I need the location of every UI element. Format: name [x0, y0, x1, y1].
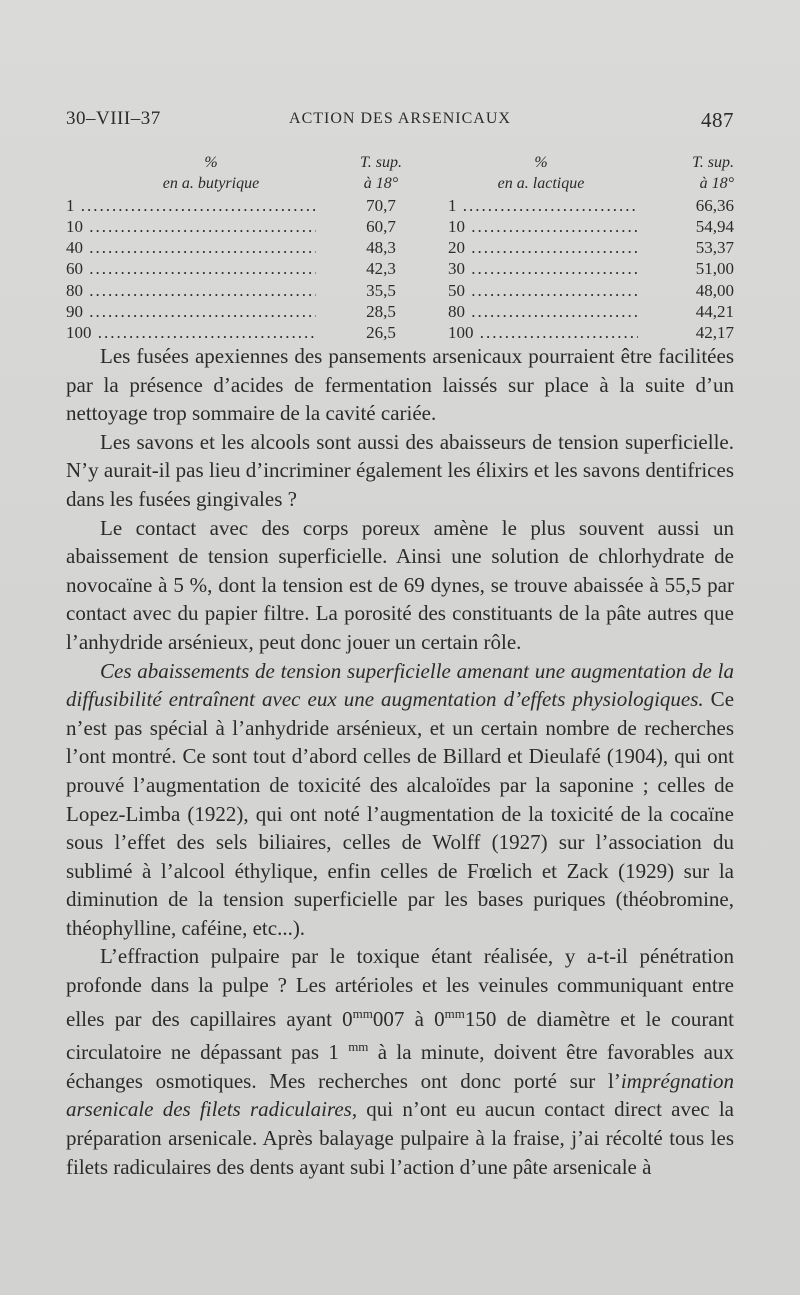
paragraph: Les savons et les alcools sont aussi des abaisseurs de tension superficielle. N’y aurait-il pas lieu d’incriminer également les élixirs et les savons dentifrices dans les fusées gingivales ? — [66, 429, 734, 511]
lactic-percent-cell: 100 ..... — [406, 322, 676, 343]
butyric-percent-cell: 10 ..... — [66, 216, 356, 237]
table-header-row — [66, 152, 734, 195]
table-row — [66, 237, 734, 258]
paragraph: Le contact avec des corps poreux amène le plus souvent aussi un abaissement de tension superficielle. Ainsi une solution de chlorhydrate de novocaïne à 5 %, dont la tension est de 69 dynes, se trouve abaissée à 55,5 par contact avec du papier filtre. La porosité des constituants de la pâte autres que l’anhydride arsénieux, peut donc jouer un certain rôle. — [66, 515, 734, 654]
butyric-tension-cell: 70,7 — [366, 195, 396, 215]
lactic-percent-cell: 1 ..... — [406, 195, 676, 216]
butyric-percent-cell: 100 ..... — [66, 322, 356, 343]
table-row — [66, 258, 734, 279]
table-body — [66, 195, 734, 344]
lactic-percent-cell: 80 ..... — [406, 301, 676, 322]
paragraph: Les fusées apexiennes des pansements arsenicaux pourraient être facilitées par la présence d’acides de fermentation laissés sur place à la suite d’un nettoyage trop sommaire de la cavité cariée. — [66, 344, 734, 426]
running-header — [66, 108, 734, 136]
italic-passage: Ces abaissements de tension superficielle amenant une augmentation de la diffusibilité entraînent avec eux une augmentation d’effets physiologiques. — [66, 658, 734, 712]
lactic-tension-cell: 54,94 — [695, 216, 734, 236]
lactic-tension-cell: 66,36 — [695, 195, 734, 215]
butyric-tension-cell: 48,3 — [366, 238, 396, 258]
butyric-tension-cell: 26,5 — [366, 323, 396, 343]
butyric-percent-cell: 60 ..... — [66, 258, 356, 279]
lactic-percent-cell: 10 ..... — [406, 216, 676, 237]
col-header-butyric: % en a. butyrique — [162, 154, 260, 193]
lactic-percent-cell: 50 ..... — [406, 280, 676, 301]
header-title: ACTION DES ARSENICAUX — [289, 110, 511, 127]
lactic-tension-cell: 53,37 — [695, 238, 734, 258]
surface-tension-table — [66, 152, 734, 344]
paragraph: Ces abaissements de tension superficielle amenant une augmentation de la diffusibilité entraînent avec eux une augmentation d’effets physiologiques. Ce n’est pas spécial à l’anhydride arsénieux, et un certain nombre de recherches l’ont montré. Ce sont tout d’abord celles de Billard et Dieulafé (1904), qui ont prouvé l’augmentation de toxicité des alcaloïdes par la saponine ; celles de Lopez-Limba (1922), qui ont noté l’augmentation de la toxicité de la cocaïne sous l’effet des sels biliaires, celles de Wolff (1927) sur l’association du sublimé à l’alcool éthylique, enfin celles de Frœlich et Zack (1929) sur la diminution de la tension superficielle par les bases puriques (théobromine, théophylline, caféine, etc...). — [66, 658, 735, 940]
col-header-lactic: % en a. lactique — [497, 154, 585, 193]
butyric-percent-cell: 90 ..... — [66, 301, 356, 322]
italic-passage: imprégnation arsenicale des filets radiculaires, — [66, 1068, 734, 1122]
table-row — [66, 195, 734, 216]
butyric-percent-cell: 1 ..... — [66, 195, 356, 216]
body-text — [66, 342, 734, 1181]
lactic-percent-cell: 30 ..... — [406, 258, 676, 279]
paragraph: L’effraction pulpaire par le toxique étant réalisée, y a-t-il pénétration profonde dans la pulpe ? Les artérioles et les veinules communiquant entre elles par des capillaires ayant $0^{mm}007$ à $0^{mm}150$ de diamètre et le courant circulatoire ne dépassant pas 1 $^{mm}$ à la minute, doivent être favorables aux échanges osmotiques. Mes recherches ont donc porté sur l’imprégnation arsenicale des filets radiculaires, qui n’ont eu aucun contact direct avec la préparation arsenicale. Après balayage pulpaire à la fraise, j’ai récolté tous les filets radiculaires des dents ayant subi l’action d’une pâte arsenicale à — [66, 944, 735, 1179]
lactic-tension-cell: 48,00 — [695, 280, 734, 300]
lactic-tension-cell: 51,00 — [695, 259, 734, 279]
page-number: 487 — [701, 108, 734, 132]
butyric-percent-cell: 40 ..... — [66, 237, 356, 258]
butyric-tension-cell: 35,5 — [366, 280, 396, 300]
col-header-tsup-2: T. sup. à 18° — [692, 154, 734, 193]
table-row — [66, 280, 734, 301]
table-row — [66, 216, 734, 237]
lactic-percent-cell: 20 ..... — [406, 237, 676, 258]
butyric-tension-cell: 28,5 — [366, 302, 396, 322]
butyric-tension-cell: 60,7 — [366, 216, 396, 236]
lactic-tension-cell: 42,17 — [695, 323, 734, 343]
header-date: 30–VIII–37 — [66, 108, 161, 129]
butyric-percent-cell: 80 ..... — [66, 280, 356, 301]
table-row — [66, 322, 734, 343]
butyric-tension-cell: 42,3 — [366, 259, 396, 279]
lactic-tension-cell: 44,21 — [695, 302, 734, 322]
col-header-tsup-1: T. sup. à 18° — [360, 154, 402, 193]
table-row — [66, 301, 734, 322]
